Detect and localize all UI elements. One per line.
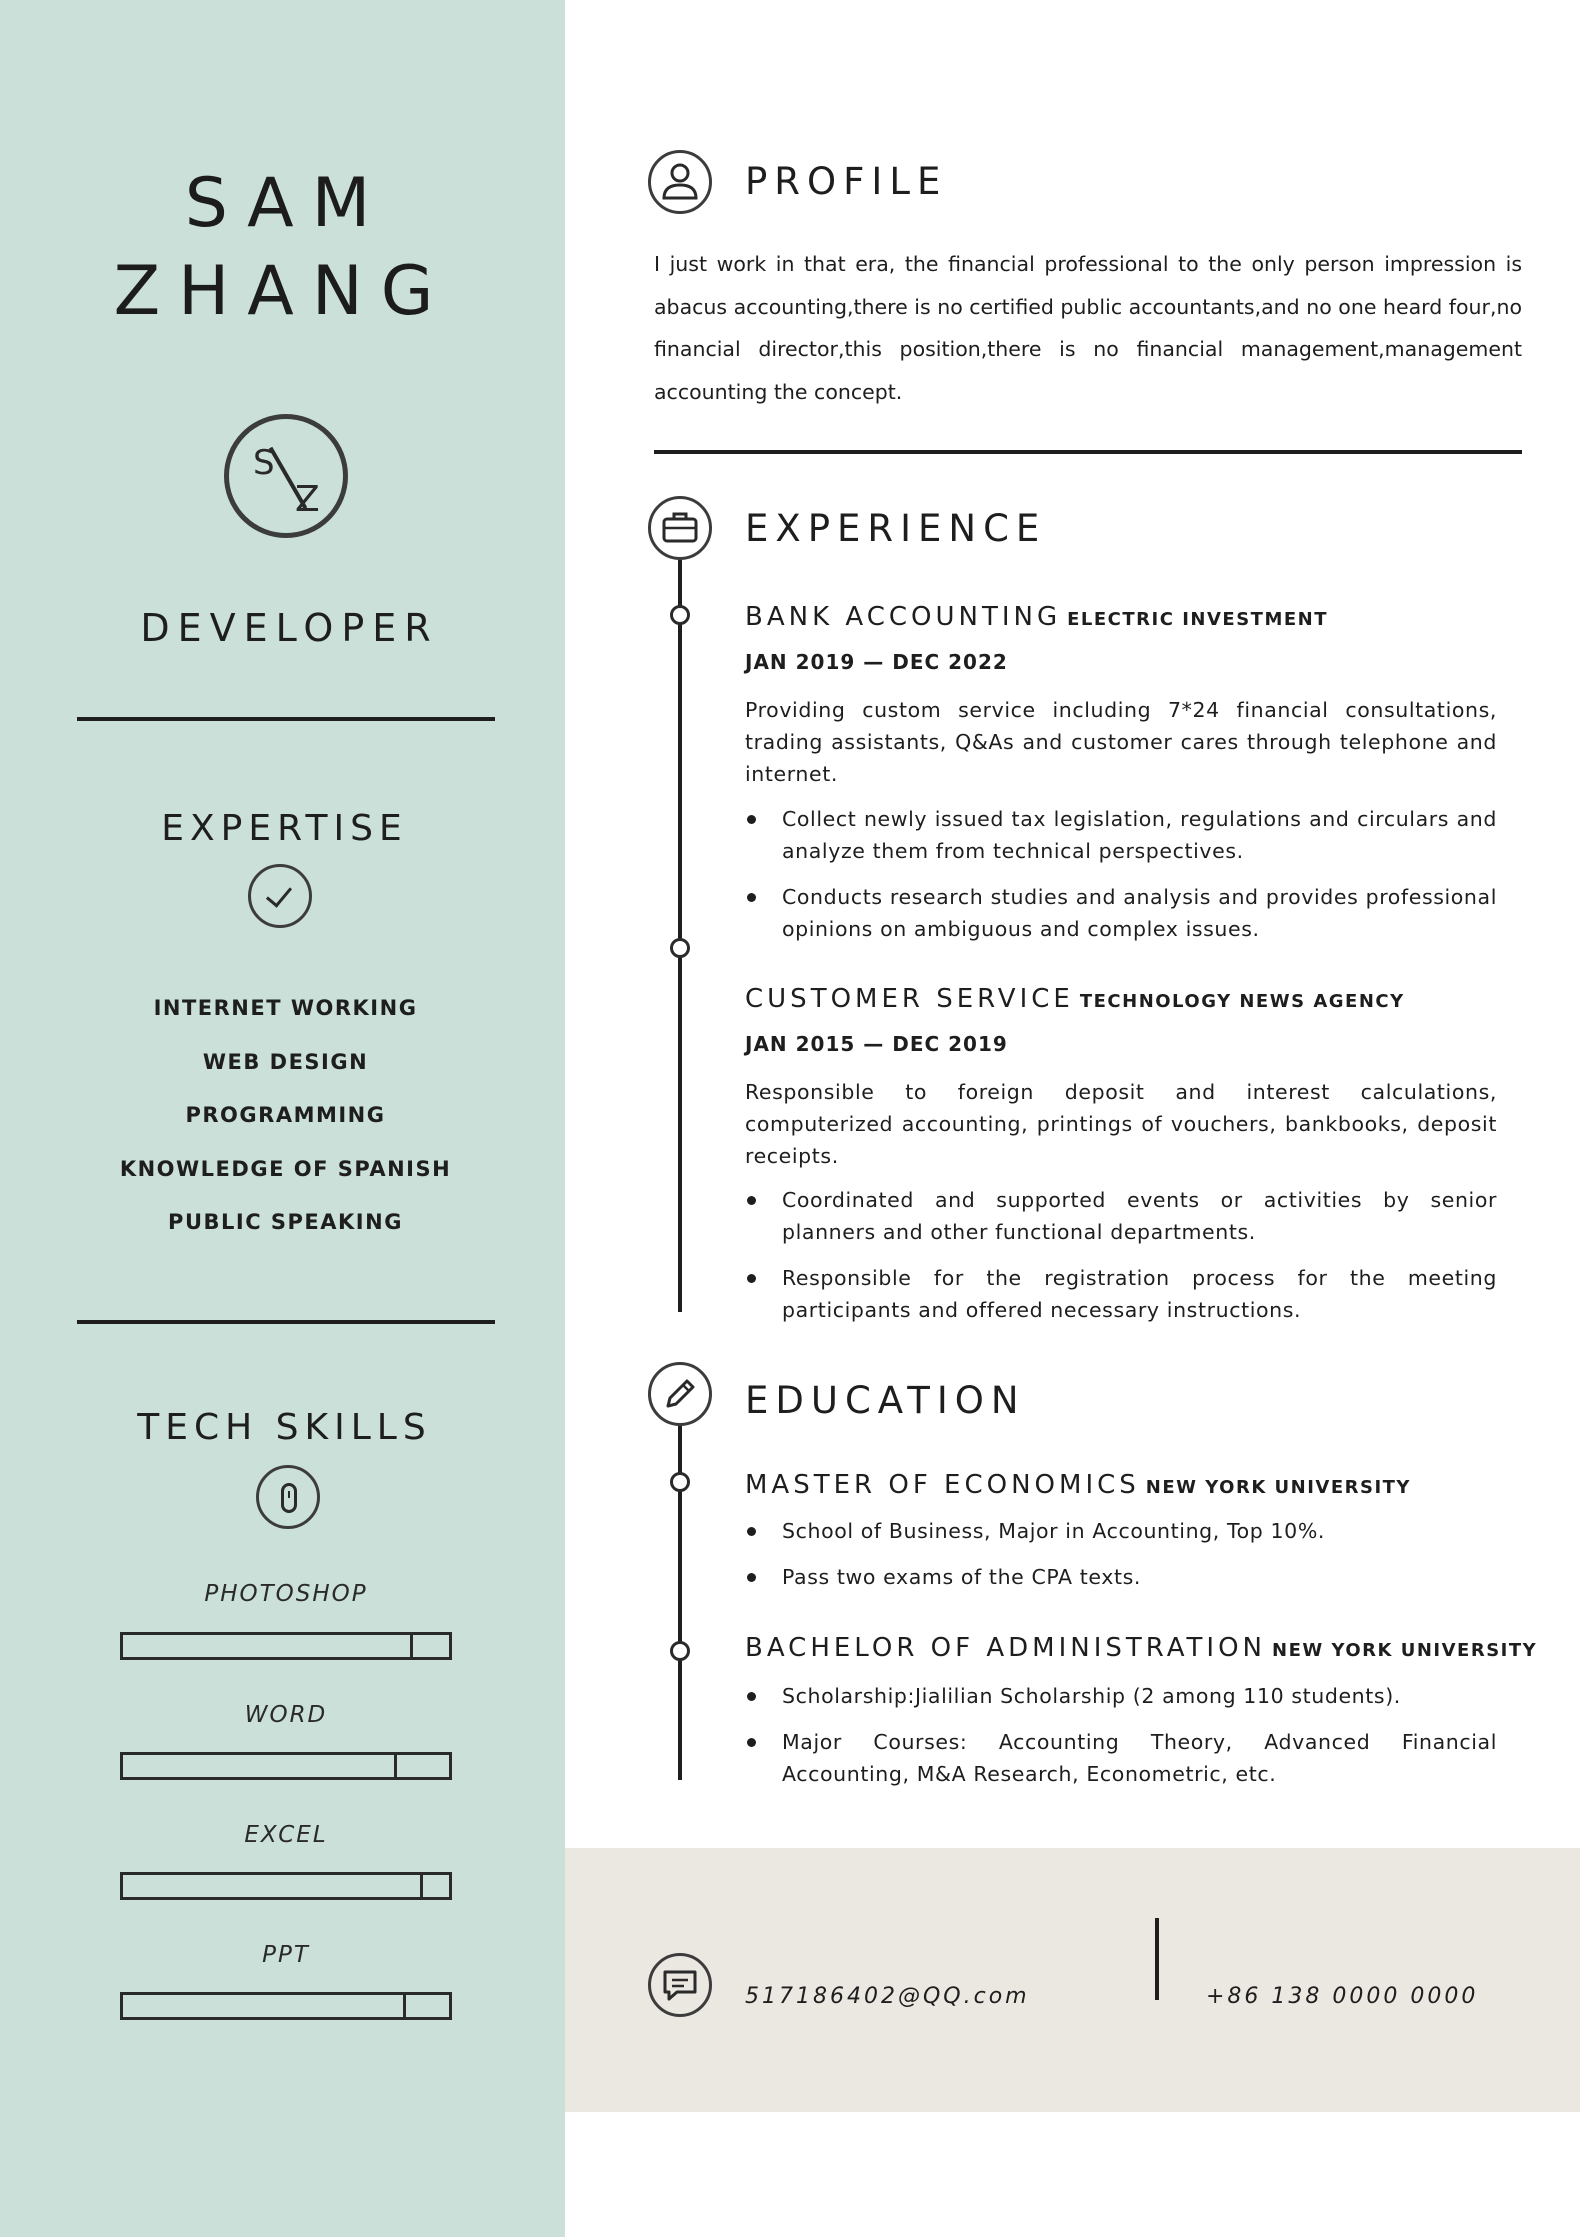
skill-level-marker [410, 1632, 413, 1660]
name-first: SAM [184, 164, 389, 243]
list-item: Coordinated and supported events or activities by senior planners and other functional departments. [745, 1184, 1497, 1248]
timeline-dot [670, 1641, 690, 1661]
job-description: Providing custom service including 7*24 financial consultations, trading assistants, Q&As and customer cares through telephone and internet. [745, 698, 1497, 786]
skill-bar [120, 1872, 452, 1900]
monogram-logo [224, 414, 348, 538]
degree-title [745, 1472, 1411, 1498]
experience-timeline [678, 560, 682, 1312]
mouse-icon [256, 1465, 320, 1529]
degree-name: BACHELOR OF ADMINISTRATION [745, 1633, 1266, 1663]
pencil-icon [648, 1362, 712, 1426]
expertise-item: PROGRAMMING [185, 1103, 386, 1127]
expertise-item: PUBLIC SPEAKING [168, 1210, 403, 1234]
person-icon [648, 150, 712, 214]
experience-heading: EXPERIENCE [745, 507, 1047, 550]
skill-label: PHOTOSHOP [204, 1581, 368, 1607]
monogram-top-letter: S [253, 443, 275, 483]
skill-label: EXCEL [244, 1822, 328, 1848]
expertise-item: INTERNET WORKING [153, 996, 418, 1020]
skill-level-marker [420, 1872, 423, 1900]
section-divider [654, 450, 1522, 454]
job-dates: JAN 2019 — DEC 2022 [745, 650, 1008, 674]
expertise-list [0, 990, 565, 1258]
skill-bar [120, 1752, 452, 1780]
contact-email[interactable]: 517186402@QQ.com [745, 1984, 1030, 2009]
degree-title [745, 1635, 1537, 1661]
list-item: Major Courses: Accounting Theory, Advanced Financial Accounting, M&A Research, Econometric, etc. [745, 1726, 1497, 1790]
contact-divider [1155, 1918, 1159, 2000]
degree-school: NEW YORK UNIVERSITY [1145, 1477, 1411, 1498]
expertise-heading: EXPERTISE [161, 808, 408, 849]
chat-bubble-icon [648, 1953, 712, 2017]
skill-level-marker [394, 1752, 397, 1780]
skill-label: PPT [262, 1942, 310, 1968]
job-dates: JAN 2015 — DEC 2019 [745, 1032, 1008, 1056]
timeline-dot [670, 1472, 690, 1492]
job-title [745, 986, 1405, 1012]
job-company: ELECTRIC INVESTMENT [1067, 609, 1328, 630]
skill-level-marker [403, 1992, 406, 2020]
monogram-bottom-letter: Z [295, 479, 320, 520]
skill-bar [120, 1632, 452, 1660]
checkmark-circle-icon [248, 864, 312, 928]
list-item: Scholarship:Jialilian Scholarship (2 among 110 students). [745, 1680, 1497, 1712]
profile-heading: PROFILE [745, 160, 948, 203]
skill-bar [120, 1992, 452, 2020]
contact-phone[interactable]: +86 138 0000 0000 [1206, 1984, 1479, 2009]
list-item: Conducts research studies and analysis and provides professional opinions on ambiguous and complex issues. [745, 881, 1497, 945]
sidebar [0, 0, 565, 2237]
job-company: TECHNOLOGY NEWS AGENCY [1079, 991, 1405, 1012]
degree-school: NEW YORK UNIVERSITY [1272, 1640, 1538, 1661]
contact-band [565, 1848, 1580, 2112]
timeline-dot [670, 938, 690, 958]
sidebar-divider [77, 1320, 495, 1324]
sidebar-divider [77, 717, 495, 721]
job-position: CUSTOMER SERVICE [745, 984, 1074, 1014]
expertise-item: WEB DESIGN [202, 1049, 369, 1074]
job-bullets [745, 1184, 1497, 1340]
name-last: ZHANG [113, 252, 452, 331]
profile-text: I just work in that era, the financial professional to the only person impression is abacus accounting,there is no certified public accountants,and no one heard four,no financial director,this position,there is no financial management,management accounting the concept. [654, 252, 1522, 404]
tech-skills-heading: TECH SKILLS [137, 1407, 432, 1448]
job-bullets [745, 803, 1497, 959]
list-item: Responsible for the registration process for the meeting participants and offered necessary instructions. [745, 1262, 1497, 1326]
job-role: DEVELOPER [140, 606, 439, 650]
job-position: BANK ACCOUNTING [745, 602, 1062, 632]
job-title [745, 604, 1328, 630]
degree-bullets [745, 1680, 1497, 1804]
briefcase-icon [648, 496, 712, 560]
education-heading: EDUCATION [745, 1379, 1026, 1422]
list-item: Pass two exams of the CPA texts. [745, 1561, 1497, 1593]
skill-label: WORD [244, 1702, 328, 1728]
timeline-dot [670, 605, 690, 625]
expertise-item: KNOWLEDGE OF SPANISH [119, 1156, 452, 1181]
list-item: Collect newly issued tax legislation, regulations and circulars and analyze them from technical perspectives. [745, 803, 1497, 867]
degree-bullets [745, 1515, 1497, 1607]
list-item: School of Business, Major in Accounting, Top 10%. [745, 1515, 1497, 1547]
degree-name: MASTER OF ECONOMICS [745, 1470, 1140, 1500]
job-description: Responsible to foreign deposit and interest calculations, computerized accounting, printings of vouchers, bankbooks, deposit receipts. [745, 1080, 1497, 1168]
